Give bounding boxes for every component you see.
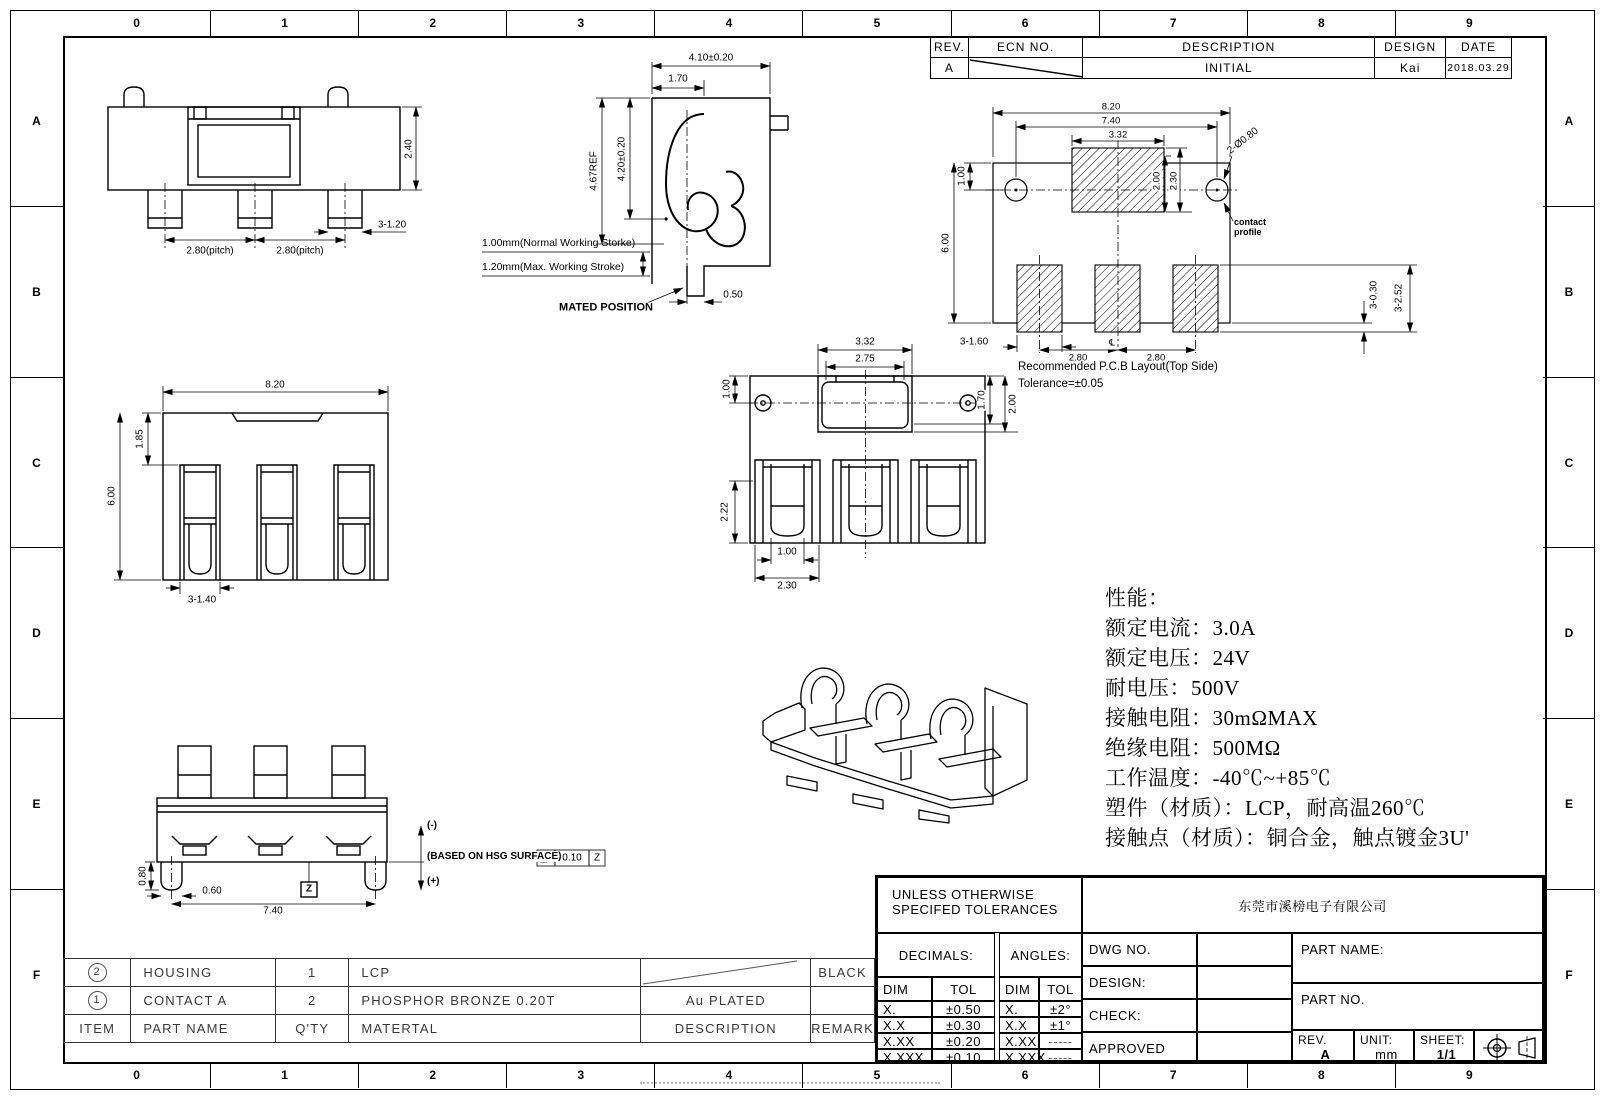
spec-text-block: [1105, 582, 1469, 852]
grid-row-label: D: [10, 547, 63, 718]
grid-col-label: 6: [951, 1062, 1099, 1088]
angles-dim-header: DIM: [999, 977, 1039, 1001]
date-col-header: DATE: [1446, 37, 1512, 58]
dim-tail-width: 0.50: [723, 289, 743, 301]
grid-col-label: 8: [1247, 1062, 1395, 1088]
revision-description: INITIAL: [1083, 58, 1375, 79]
dim-pad-length: 3-2.52: [1393, 283, 1405, 313]
rev-field-label: REV.: [1298, 1033, 1327, 1047]
decimal-tol: ±0.10: [932, 1049, 995, 1064]
spec-withstand-voltage: 耐电压：500V: [1105, 676, 1240, 700]
part-description: [641, 959, 811, 987]
grid-col-label: 5: [802, 10, 950, 36]
dim-hole-offset-top: 1.00: [721, 379, 733, 399]
tolerance-note: [877, 877, 1082, 933]
dim-pcb-height: 6.00: [940, 233, 952, 253]
spec-insulation-resistance: 绝缘电阻：500MΩ: [1105, 736, 1281, 760]
check-label: CHECK:: [1082, 999, 1197, 1032]
grid-col-label: 1: [210, 10, 358, 36]
dim-height: 2.40: [403, 139, 415, 159]
grid-col-label: 9: [1395, 1062, 1543, 1088]
part-no-field: PART NO.: [1292, 983, 1543, 1030]
datum-z-label: Z: [305, 883, 313, 895]
dim-contact-width: 1.00: [777, 546, 797, 558]
title-block: [875, 875, 1545, 1065]
grid-row-label: E: [10, 718, 63, 889]
decimal-tol: ±0.30: [932, 1017, 995, 1033]
label-minus: (-): [427, 820, 437, 831]
part-item-number: [64, 987, 131, 1015]
rev-value: A: [931, 58, 969, 79]
grid-col-label: 3: [506, 1062, 654, 1088]
dim-module-width: 3.32: [855, 336, 875, 348]
designer-name: Kai: [1375, 58, 1446, 79]
dim-pad-count-width: 3-1.60: [959, 336, 989, 348]
grid-strip-bottom: [63, 1062, 1543, 1088]
approved-label: APPROVED: [1082, 1032, 1197, 1064]
part-name-field: PART NAME:: [1292, 933, 1543, 983]
description-col-header: DESCRIPTION: [1083, 37, 1375, 58]
dim-ref-height: 4.67REF: [588, 151, 600, 191]
grid-col-label: 3: [506, 10, 654, 36]
sheet-field-value: 1/1: [1436, 1047, 1457, 1062]
view-section: [480, 52, 790, 322]
third-angle-projection-icon: [1475, 1031, 1544, 1065]
spec-contact-resistance: 接触电阻：30mΩMAX: [1105, 706, 1318, 730]
projection-symbol-cell: [1474, 1030, 1543, 1064]
label-contact-profile-1: contact: [1234, 217, 1267, 227]
pcb-caption-line2: Tolerance=±0.05: [1018, 378, 1104, 390]
unit-field: [1354, 1030, 1414, 1064]
spec-rated-voltage: 额定电压：24V: [1105, 646, 1251, 670]
dim-module-inner-width: 2.75: [855, 353, 875, 365]
decimals-dim-header: DIM: [877, 977, 932, 1001]
col-header-remark: REMARK: [811, 1015, 875, 1043]
dim-foot-width: 0.60: [202, 885, 222, 897]
grid-col-label: 8: [1247, 10, 1395, 36]
approved-value: [1197, 1032, 1292, 1064]
rev-field: [1292, 1030, 1354, 1064]
angles-header: ANGLES:: [999, 933, 1082, 977]
dim-hole-diameter: 2-Ø0.80: [1225, 125, 1261, 157]
angle-tol: -----: [1039, 1033, 1082, 1049]
dim-module-depth: 2.00: [1007, 394, 1019, 414]
dim-pad-overhang: 3-0.30: [1368, 280, 1380, 310]
grid-col-label: 4: [654, 10, 802, 36]
spec-title: 性能：: [1105, 586, 1170, 610]
check-value: [1197, 999, 1292, 1032]
col-header-description: DESCRIPTION: [641, 1015, 811, 1043]
spec-rated-current: 额定电流：3.0A: [1105, 616, 1256, 640]
decimal-dim: X.XX: [877, 1033, 932, 1049]
grid-row-label: A: [32, 113, 41, 128]
table-row: [64, 987, 875, 1015]
feet-view-linework: [137, 698, 660, 916]
grid-col-label: 0: [133, 1068, 140, 1082]
dim-pcb-width: 8.20: [1101, 101, 1121, 113]
col-header-material: MATERTAL: [349, 1015, 641, 1043]
tolerance-note-line1: UNLESS OTHERWISE: [892, 887, 1035, 902]
angle-tol: -----: [1039, 1049, 1082, 1064]
faint-print-artifact: [640, 1082, 940, 1084]
grid-strip-top: [63, 10, 1543, 36]
view-rear: [100, 378, 440, 613]
label-contact-profile-2: profile: [1234, 227, 1262, 237]
section-view-linework: [480, 52, 790, 322]
dim-feet-span: 7.40: [263, 905, 283, 917]
rev-col-header: REV.: [931, 37, 969, 58]
angle-tol: ±1°: [1039, 1017, 1082, 1033]
dim-top-width: 1.70: [668, 73, 688, 85]
ecn-empty-cell: [968, 58, 1082, 79]
dim-hole-offset: 1.00: [956, 166, 968, 186]
angle-dim: X.XXX: [999, 1049, 1039, 1064]
decimals-tol-header: TOL: [932, 977, 995, 1001]
dim-contact-height: 4.20±0.20: [616, 136, 628, 182]
design-value: [1197, 966, 1292, 999]
note-normal-stroke: 1.00mm(Normal Working Storke): [482, 237, 636, 249]
flatness-datum-ref: Z: [593, 852, 601, 864]
grid-strip-left: [10, 36, 63, 1060]
angle-dim: X.X: [999, 1017, 1039, 1033]
grid-col-label: 9: [1395, 10, 1543, 36]
unit-field-value: mm: [1375, 1047, 1398, 1062]
front-view-linework: [100, 85, 430, 265]
grid-col-label: 6: [951, 10, 1099, 36]
grid-row-label: D: [1543, 547, 1595, 718]
dim-slot-width: 3-1.40: [187, 594, 217, 606]
angle-dim: X.XX: [999, 1033, 1039, 1049]
dim-top-margin: 1.85: [134, 429, 146, 449]
grid-row-label: F: [1543, 889, 1595, 1060]
grid-row-label: C: [10, 377, 63, 548]
parts-table: [63, 958, 875, 1043]
dwg-no-value: [1197, 933, 1292, 966]
sheet-field: [1414, 1030, 1474, 1064]
label-mated-position: MATED POSITION: [559, 301, 653, 314]
decimal-dim: X.XXX: [877, 1049, 932, 1064]
rev-field-value: A: [1320, 1047, 1331, 1062]
centerline-symbol: ℄: [1109, 338, 1115, 349]
dim-pitch-left: 2.80(pitch): [186, 245, 234, 257]
table-header-row: [64, 1015, 875, 1043]
isometric-linework: [735, 628, 1035, 823]
col-header-part-name: PART NAME: [131, 1015, 276, 1043]
dim-foot-height: 0.80: [137, 866, 149, 886]
grid-row-label: E: [1543, 718, 1595, 889]
col-header-qty: Q'TY: [276, 1015, 349, 1043]
view-feet: [137, 698, 660, 917]
angle-tol: ±2°: [1039, 1001, 1082, 1017]
grid-col-label: 1: [210, 1062, 358, 1088]
grid-col-label: 5: [802, 1062, 950, 1088]
label-based-on-hsg: (BASED ON HSG SURFACE): [427, 851, 562, 862]
spec-contact-material: 接触点（材质）：铜合金，触点镀金3U': [1105, 826, 1470, 850]
design-label: DESIGN:: [1082, 966, 1197, 999]
grid-col-label: 7: [1099, 1062, 1247, 1088]
dim-pad-pitch-left: 2.80: [1068, 352, 1088, 364]
part-name: HOUSING: [131, 959, 276, 987]
part-material: LCP: [349, 959, 641, 987]
rear-view-linework: [100, 378, 440, 613]
dim-slot-outer-width: 2.30: [777, 580, 797, 592]
grid-col-label: 2: [358, 1062, 506, 1088]
view-bottom: [705, 330, 1045, 592]
description-diagonal-line: [641, 959, 799, 986]
grid-row-label: A: [1564, 113, 1574, 128]
part-remark: BLACK: [811, 959, 875, 987]
dim-leg-width: 3-1.20: [377, 219, 407, 231]
dim-rear-height: 6.00: [106, 486, 118, 506]
view-front: [100, 85, 430, 265]
tolerance-note-line2: SPECIFED TOLERANCES: [892, 902, 1058, 917]
unit-field-label: UNIT:: [1360, 1033, 1393, 1047]
company-name: 东莞市溪榜电子有限公司: [1082, 877, 1543, 933]
grid-row-label: C: [1543, 377, 1595, 548]
bottom-view-linework: [705, 330, 1045, 592]
grid-strip-right: [1543, 36, 1595, 1060]
angle-dim: X.: [999, 1001, 1039, 1017]
decimal-tol: ±0.50: [932, 1001, 995, 1017]
pcb-caption-line1: Recommended P.C.B Layout(Top Side): [1018, 361, 1218, 373]
decimal-tol: ±0.20: [932, 1033, 995, 1049]
part-qty: 1: [276, 959, 349, 987]
col-header-item: ITEM: [64, 1015, 131, 1043]
decimal-dim: X.X: [877, 1017, 932, 1033]
grid-col-label: 7: [1099, 10, 1247, 36]
part-material: PHOSPHOR BRONZE 0.20T: [349, 987, 641, 1015]
dim-pitch-right: 2.80(pitch): [276, 245, 324, 257]
dim-hole-span: 7.40: [1101, 115, 1121, 127]
design-col-header: DESIGN: [1375, 37, 1446, 58]
flatness-tolerance-value: 0.10: [562, 852, 582, 864]
part-qty: 2: [276, 987, 349, 1015]
dim-pad-inner-height: 2.00: [1151, 171, 1163, 191]
table-row: [64, 959, 875, 987]
dim-pad-pitch-right: 2.80: [1146, 352, 1166, 364]
grid-col-label: 4: [654, 1062, 802, 1088]
grid-row-label: F: [10, 889, 63, 1060]
part-remark: [811, 987, 875, 1015]
grid-row-label: B: [1543, 206, 1595, 377]
spec-operating-temp: 工作温度：-40℃~+85℃: [1105, 766, 1332, 790]
ecn-col-header: ECN NO.: [968, 37, 1082, 58]
angles-tol-header: TOL: [1039, 977, 1082, 1001]
dim-rear-width: 8.20: [265, 379, 285, 391]
note-max-stroke: 1.20mm(Max. Working Stroke): [482, 261, 625, 273]
grid-col-label: 0: [133, 16, 140, 30]
ecn-diagonal-line: [969, 58, 1084, 78]
decimals-header: DECIMALS:: [877, 933, 995, 977]
circled-item-number: 1: [88, 991, 107, 1010]
part-item-number: [64, 959, 131, 987]
grid-col-label: 2: [358, 10, 506, 36]
grid-row-label: B: [10, 206, 63, 377]
part-name: CONTACT A: [131, 987, 276, 1015]
revision-table: [930, 36, 1512, 79]
dim-module-depth-inner: 1.70: [976, 390, 988, 410]
circled-item-number: 2: [88, 963, 107, 982]
dim-slot-depth: 2.22: [719, 502, 731, 522]
decimal-dim: X.: [877, 1001, 932, 1017]
view-isometric: [735, 628, 1035, 823]
revision-date: 2018.03.29: [1446, 58, 1512, 79]
dim-total-width: 4.10±0.20: [688, 52, 734, 64]
part-description: Au PLATED: [641, 987, 811, 1015]
dim-pad-width: 3.32: [1108, 129, 1128, 141]
sheet-field-label: SHEET:: [1420, 1033, 1466, 1047]
label-plus: (+): [427, 876, 440, 887]
dwg-no-label: DWG NO.: [1082, 933, 1197, 966]
dim-pad-height: 2.30: [1168, 171, 1180, 191]
spec-plastic-material: 塑件（材质）：LCP，耐高温260℃: [1105, 796, 1426, 820]
